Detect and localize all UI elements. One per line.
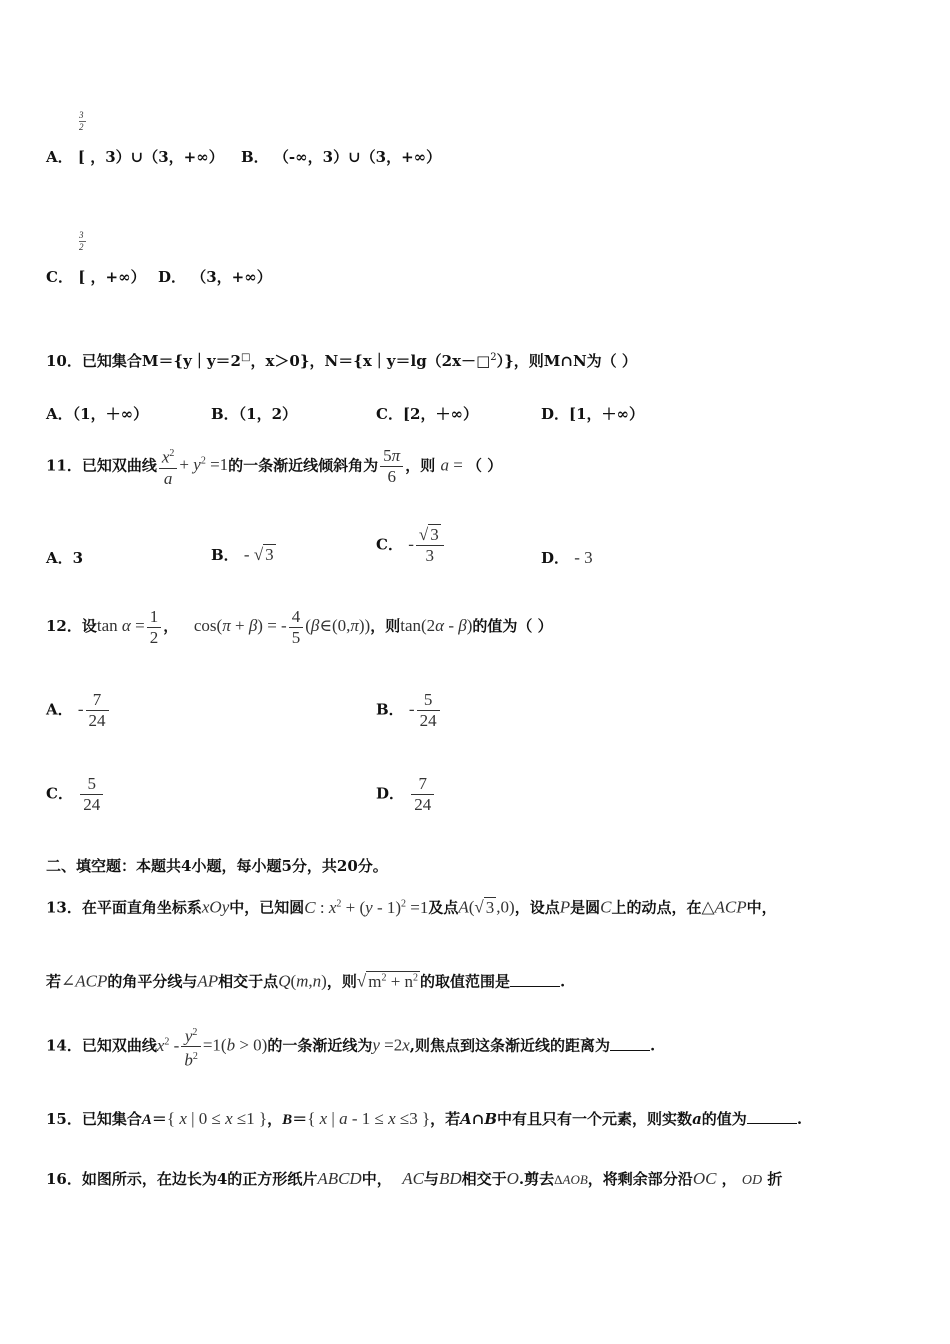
q13-text: 若 — [46, 972, 62, 991]
option-a: A． - $\frac{7}{24}$ — [46, 690, 111, 731]
q16-text: 中， — [361, 1170, 392, 1188]
denominator: 24 — [419, 711, 437, 730]
q13-text: 13．在平面直角坐标系 — [46, 898, 202, 917]
question-11: 11．已知双曲线 $\frac{x^2}{a}$ + $y^2 =1$的一条渐近线倾斜角为 $\frac{5\pi}{6}$ ，则 a = （ ） — [46, 445, 503, 488]
option-text: （-∞，3）∪（3，+∞） — [273, 148, 442, 166]
question-12: 12．设tan α = $\frac{1}{2}$ ， cos(π + β) = - $\frac{4}{5}$ (β∈(0,π))，则tan(2α - β)的值为（ ） — [46, 606, 553, 647]
option-label: C． — [46, 268, 73, 286]
q13-text: 中， — [746, 898, 777, 917]
q13-text: ，设点 — [514, 898, 560, 917]
q16-text: .剪去 — [518, 1170, 555, 1188]
option-d: D．[1，＋∞） — [541, 405, 645, 423]
math-fraction: $\frac{4}{5}$ — [289, 607, 304, 648]
q12-stem: 12．设 — [46, 617, 97, 635]
math-fraction — [86, 690, 109, 731]
option-a — [46, 147, 224, 167]
q16-text: 与 — [423, 1170, 439, 1188]
option-label: A． — [46, 148, 73, 166]
q16-text: 相交于 — [461, 1170, 507, 1188]
q16-text: 折 — [767, 1170, 783, 1188]
numerator: 5 — [80, 774, 103, 795]
q12-stem: 的值为（ ） — [472, 617, 553, 635]
question-10: 10．已知集合M＝{y｜y＝2□，x＞0}，N＝{x｜y＝lg（2x－□$^2$）}，则M∩N为（ ） — [46, 352, 637, 370]
numerator: 7 — [411, 774, 434, 795]
math-fraction: $\frac{5\pi}{6}$ — [380, 446, 403, 487]
math-fraction: $\frac{1}{2}$ — [147, 607, 162, 648]
q16-text: ， — [721, 1170, 737, 1188]
math-fraction: $\frac{y^2}{b^2}$ — [181, 1023, 201, 1071]
q13-text: 是圆 — [570, 898, 601, 917]
option-d — [541, 548, 593, 568]
denominator: 24 — [414, 795, 432, 814]
option-b: B． - $\frac{5}{24}$ — [376, 690, 442, 731]
question-14: 14．已知双曲线$x^2$ - $\frac{y^2}{b^2}$ =1(b > 0)的一条渐近线为y =2x,则焦点到这条渐近线的距离为 . — [46, 1020, 655, 1071]
math-fraction — [411, 774, 434, 815]
tiny-fraction: 3 2 — [79, 231, 86, 252]
math-fraction — [80, 774, 103, 815]
option-text: [ ，3）∪（3，+∞） — [77, 148, 224, 166]
q11-stem: 的一条渐近线倾斜角为 — [228, 456, 379, 475]
q15-text: 的值为 — [701, 1110, 747, 1128]
option-c — [46, 267, 146, 287]
q16-text: ，将剩余部分沿 — [587, 1170, 693, 1188]
option-label: B． — [211, 546, 239, 564]
q12-stem: ， — [163, 617, 179, 635]
q13-text: 上的动点，在 — [611, 898, 702, 917]
q13-text: 及点 — [428, 898, 459, 917]
q13-text: 相交于点 — [218, 972, 279, 991]
q11-stem: 11．已知双曲线 — [46, 456, 157, 475]
option-label: A． — [46, 700, 73, 719]
option-b — [241, 147, 441, 167]
option-a: A．3 — [46, 549, 84, 567]
option-text: （3，+∞） — [191, 268, 272, 286]
q13-text: ，则 — [326, 972, 357, 991]
q15-text: . — [796, 1110, 803, 1128]
question-13-line2: 若∠ACP的角平分线与AP相交于点Q(m,n)，则√ $m^2 + n^2$ 的取值范围是 . — [46, 971, 566, 991]
option-label: D． — [376, 784, 405, 803]
q13-text: 的角平分线与 — [107, 972, 198, 991]
option-d — [376, 774, 436, 815]
q15-text: ，若 — [430, 1110, 461, 1128]
denominator: 24 — [88, 711, 106, 730]
answer-blank[interactable] — [510, 972, 560, 987]
q15-text: 15．已知集合 — [46, 1110, 142, 1128]
question-15: 15．已知集合A＝{ x | 0 ≤ x ≤1 }，B＝{ x | a - 1 ≤ x ≤3 }，若A∩B中有且只有一个元素，则实数a的值为 . — [46, 1109, 803, 1128]
option-text: [ ，+∞） — [78, 268, 146, 286]
q10-stem-mid: ，x＞0}，N＝{x｜y＝lg（2x－ — [250, 352, 477, 370]
option-b: B．（1，2） — [211, 405, 298, 423]
option-a: A．（1，＋∞） — [46, 405, 149, 423]
q14-text: 的一条渐近线为 — [267, 1036, 373, 1055]
numerator: 5 — [417, 690, 440, 711]
math-fraction — [417, 690, 440, 731]
q15-text: 中有且只有一个元素，则实数 — [497, 1110, 693, 1128]
q14-text: ,则焦点到这条渐近线的距离为 — [409, 1036, 611, 1055]
denominator: 24 — [83, 795, 101, 814]
q13-text: . — [560, 972, 566, 991]
option-label: D． — [541, 549, 570, 567]
q14-text: 14．已知双曲线 — [46, 1036, 157, 1055]
q15-text: ， — [267, 1110, 283, 1128]
answer-blank[interactable] — [610, 1036, 650, 1051]
q10-stem-end: ）}，则M∩N为（ ） — [496, 352, 637, 370]
q13-text: 的取值范围是 — [420, 972, 511, 991]
question-16: 16．如图所示，在边长为4的正方形纸片ABCD中， AC与BD相交于O.剪去ΔAOB，将剩余部分沿OC ， OD 折 — [46, 1169, 783, 1188]
q12-stem: ，则 — [370, 617, 401, 635]
question-13-line1: 13．在平面直角坐标系xOy中，已知圆C : $x^2 + (y - 1)^2 =1$及点A(√ 3 ,0)，设点P是圆C上的动点，在△ACP中， — [46, 897, 777, 917]
option-value: - 3 — [574, 548, 593, 567]
option-b: B． - √ 3 — [211, 545, 274, 564]
q11-stem: （ ） — [467, 456, 503, 475]
option-c: C． - $\frac{√ 3}{3}$ — [376, 525, 446, 566]
q14-text: . — [650, 1036, 656, 1055]
q16-text: 16．如图所示，在边长为4的正方形纸片 — [46, 1170, 318, 1188]
option-label: C． — [376, 535, 403, 554]
option-c — [46, 774, 105, 815]
option-label: B． — [376, 700, 404, 719]
option-label: B． — [241, 148, 269, 166]
section-heading: 二、填空题：本题共4小题，每小题5分，共20分。 — [46, 857, 388, 875]
option-d — [158, 267, 272, 287]
q11-stem: ，则 — [405, 456, 436, 475]
q10-stem: 10．已知集合M＝{y｜y＝2 — [46, 352, 241, 370]
tiny-fraction: 3 2 — [79, 111, 86, 132]
numerator: 7 — [86, 690, 109, 711]
math-fraction: $\frac{√ 3}{3}$ — [416, 525, 444, 566]
answer-blank[interactable] — [747, 1109, 797, 1124]
option-label: C． — [46, 784, 73, 803]
option-label: D． — [158, 268, 187, 286]
math-fraction: $\frac{x^2}{a}$ — [159, 444, 178, 489]
option-c: C．[2，＋∞） — [376, 405, 478, 423]
q13-text: 中，已知圆 — [229, 898, 305, 917]
